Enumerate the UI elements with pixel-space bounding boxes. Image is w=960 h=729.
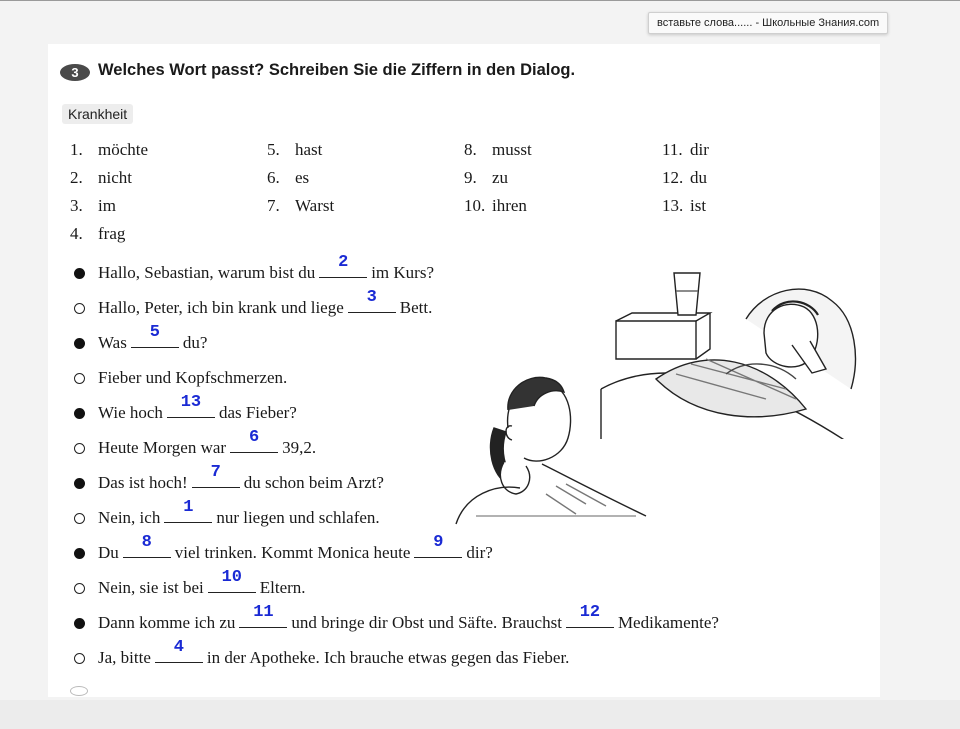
dialog-text: Hallo, Sebastian, warum bist du	[98, 263, 316, 282]
dialog-text: Dann komme ich zu	[98, 613, 236, 632]
speaker-hollow-bullet	[74, 513, 85, 524]
answer-blank[interactable]	[164, 498, 212, 523]
answer-blank[interactable]	[319, 253, 367, 278]
speaker-hollow-bullet	[74, 303, 85, 314]
word-text: Warst	[295, 196, 335, 215]
dialog-line	[98, 368, 287, 388]
dialog-text: Nein, ich	[98, 508, 161, 527]
handwritten-answer: 1	[183, 498, 194, 517]
handwritten-answer: 9	[433, 533, 444, 552]
word-text: frag	[98, 224, 126, 243]
dialog-line	[98, 498, 380, 528]
dialog-text: im Kurs?	[371, 263, 434, 282]
answer-blank[interactable]	[123, 533, 171, 558]
word-text: ist	[690, 196, 707, 215]
word-number: 7.	[267, 196, 280, 215]
page-corner-mark	[70, 686, 88, 696]
dialog-line	[98, 568, 306, 598]
dialog-text: viel trinken. Kommt Monica heute	[174, 543, 411, 562]
word-item	[70, 196, 116, 216]
speaker-hollow-bullet	[74, 583, 85, 594]
speaker-hollow-bullet	[74, 373, 85, 384]
word-text: nicht	[98, 168, 132, 187]
handwritten-answer: 10	[221, 568, 242, 587]
word-item	[70, 168, 132, 188]
handwritten-answer: 5	[149, 323, 160, 342]
worksheet-page	[48, 44, 880, 697]
speaker-filled-bullet	[74, 408, 85, 419]
handwritten-answer: 7	[210, 463, 221, 482]
word-item	[662, 140, 709, 160]
dialog-text: in der Apotheke. Ich brauche etwas gegen das Fieber.	[206, 648, 570, 667]
dialog-text: du?	[182, 333, 208, 352]
handwritten-answer: 13	[180, 393, 202, 412]
word-number: 1.	[70, 140, 83, 159]
speaker-filled-bullet	[74, 618, 85, 629]
speaker-hollow-bullet	[74, 653, 85, 664]
dialog-text: Medikamente?	[617, 613, 719, 632]
viewer-bottom-area	[0, 700, 960, 729]
word-number: 10.	[464, 196, 486, 215]
handwritten-answer: 8	[141, 533, 152, 552]
dialog-text: Bett.	[399, 298, 433, 317]
word-text: dir	[690, 140, 709, 159]
exercise-heading: Welches Wort passt? Schreiben Sie die Ziffern in den Dialog.	[98, 61, 576, 79]
dialog-text: nur liegen und schlafen.	[216, 508, 380, 527]
handwritten-answer: 6	[248, 428, 260, 447]
dialog-line	[98, 533, 493, 563]
word-number: 4.	[70, 224, 83, 243]
word-text: ihren	[492, 196, 527, 215]
word-number: 8.	[464, 140, 477, 159]
dialog-line	[98, 323, 208, 353]
answer-blank[interactable]	[192, 463, 240, 488]
word-text: du	[690, 168, 707, 187]
dialog-text: 39,2.	[282, 438, 317, 457]
dialog-text: das Fieber?	[218, 403, 297, 422]
dialog-text: Eltern.	[259, 578, 306, 597]
dialog-text: Heute Morgen war	[98, 438, 227, 457]
answer-blank[interactable]	[155, 638, 203, 663]
word-item	[70, 224, 125, 244]
dialog-text: und bringe dir Obst und Säfte. Brauchst	[291, 613, 562, 632]
answer-blank[interactable]	[131, 323, 179, 348]
exercise-number-badge: 3	[60, 64, 90, 81]
word-text: musst	[492, 140, 532, 159]
word-item	[267, 196, 334, 216]
word-item	[70, 140, 148, 160]
dialog-text: Was	[98, 333, 127, 352]
word-number: 5.	[267, 140, 280, 159]
word-item	[267, 168, 309, 188]
speaker-filled-bullet	[74, 338, 85, 349]
dialog-text: du schon beim Arzt?	[243, 473, 384, 492]
word-number: 11.	[662, 140, 683, 159]
dialog-text: Fieber und Kopfschmerzen.	[98, 368, 288, 387]
dialog-text: Hallo, Peter, ich bin krank und liege	[98, 298, 344, 317]
man-on-phone-illustration	[446, 366, 656, 526]
word-number: 6.	[267, 168, 280, 187]
answer-blank[interactable]	[208, 568, 256, 593]
word-item	[267, 140, 322, 160]
word-box-label: Krankheit	[62, 104, 133, 124]
word-text: hast	[295, 140, 323, 159]
dialog-line	[98, 393, 297, 423]
word-text: möchte	[98, 140, 149, 159]
speaker-filled-bullet	[74, 268, 85, 279]
answer-blank[interactable]	[414, 533, 462, 558]
speaker-hollow-bullet	[74, 443, 85, 454]
word-item	[662, 168, 707, 188]
dialog-line	[98, 603, 719, 633]
handwritten-answer: 2	[338, 253, 349, 272]
handwritten-answer: 3	[366, 288, 377, 307]
dialog-text: Das ist hoch!	[98, 473, 188, 492]
answer-blank[interactable]	[167, 393, 215, 418]
handwritten-answer: 11	[253, 603, 274, 622]
window-top-border	[0, 0, 960, 1]
dialog-text: Wie hoch	[98, 403, 163, 422]
word-item	[662, 196, 706, 216]
word-number: 3.	[70, 196, 83, 215]
word-number: 13.	[662, 196, 684, 215]
dialog-line	[98, 428, 317, 458]
dialog-line	[98, 253, 434, 283]
word-text: im	[98, 196, 116, 215]
dialog-text: Nein, sie ist bei	[98, 578, 204, 597]
answer-blank[interactable]	[566, 603, 614, 628]
handwritten-answer: 12	[579, 603, 601, 622]
word-number: 9.	[464, 168, 477, 187]
dialog-text: Du	[98, 543, 119, 562]
speaker-filled-bullet	[74, 478, 85, 489]
dialog-line	[98, 288, 433, 318]
handwritten-answer: 4	[173, 638, 184, 657]
word-item	[464, 196, 527, 216]
dialog-line	[98, 638, 570, 668]
word-text: es	[295, 168, 310, 187]
speaker-filled-bullet	[74, 548, 85, 559]
dialog-text: Ja, bitte	[98, 648, 151, 667]
dialog-text: dir?	[466, 543, 493, 562]
page-title-tooltip: вставьте слова...... - Школьные Знания.com	[648, 12, 888, 34]
word-number: 12.	[662, 168, 684, 187]
answer-blank[interactable]	[348, 288, 396, 313]
word-item	[464, 140, 532, 160]
word-number: 2.	[70, 168, 83, 187]
answer-blank[interactable]	[230, 428, 278, 453]
word-text: zu	[492, 168, 509, 187]
dialog-line	[98, 463, 384, 493]
answer-blank[interactable]	[239, 603, 287, 628]
word-item	[464, 168, 508, 188]
